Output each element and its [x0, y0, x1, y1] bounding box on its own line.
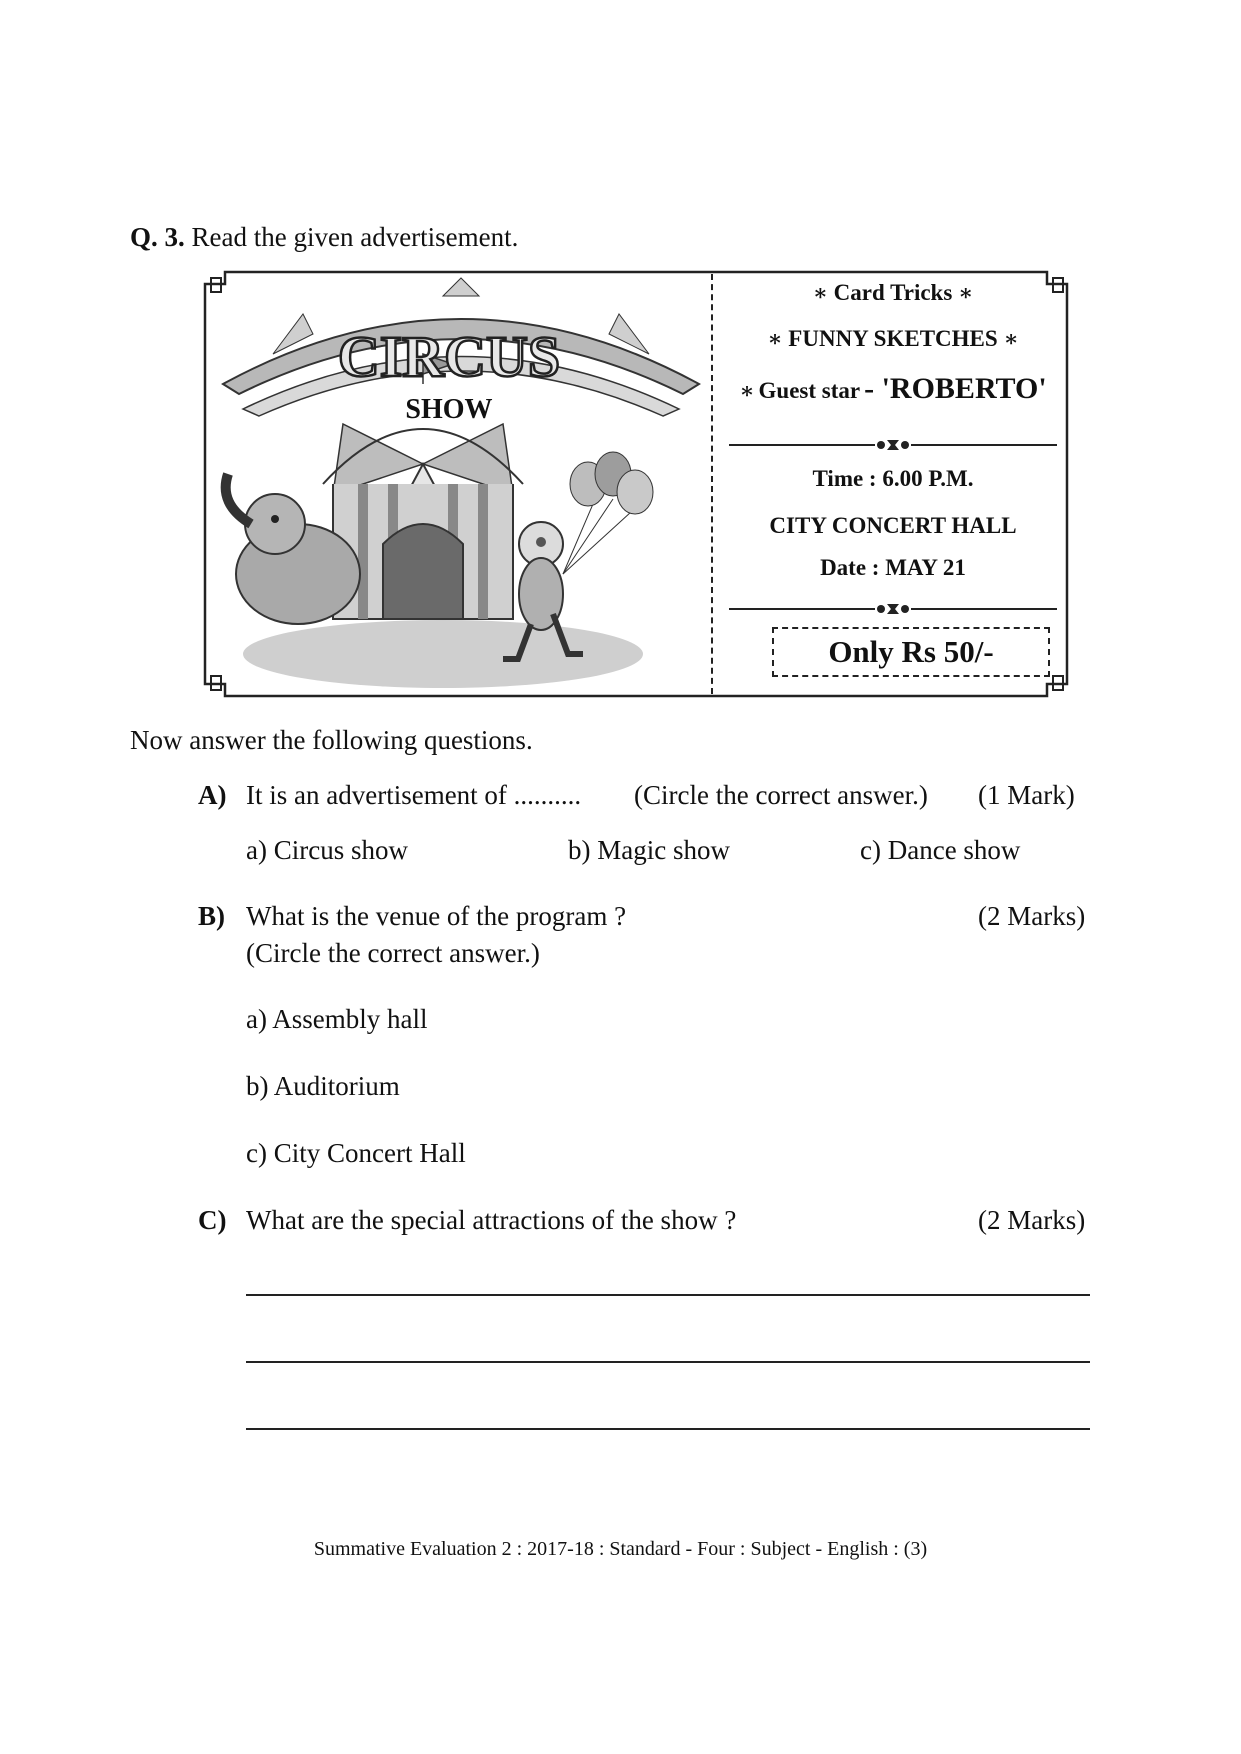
ticket-price: Only Rs 50/-: [772, 627, 1050, 677]
question-c-marks: (2 Marks): [978, 1205, 1086, 1235]
question-instruction: Read the given advertisement.: [191, 222, 519, 252]
question-a-text: It is an advertisement of ..........: [246, 780, 582, 810]
question-c-text: What are the special attractions of the show ?: [246, 1205, 737, 1235]
show-venue: CITY CONCERT HALL: [769, 513, 1017, 538]
circus-title: CIRCUS: [337, 324, 561, 389]
guest-label: Guest star: [758, 378, 861, 403]
question-a-option-c[interactable]: c) Dance show: [860, 835, 1021, 865]
question-a-instruction: (Circle the correct answer.): [634, 780, 928, 810]
question-b-instruction: (Circle the correct answer.): [246, 938, 540, 968]
highlight-card-tricks: ∗ Card Tricks ∗: [812, 280, 974, 305]
answer-line[interactable]: [246, 1294, 1090, 1296]
star-icon: ∗: [767, 326, 783, 351]
question-b-text: What is the venue of the program ?: [246, 901, 627, 931]
ornament-divider-top: [715, 438, 1073, 452]
question-b-option-b[interactable]: b) Auditorium: [246, 1071, 400, 1101]
question-a-label: A): [198, 780, 227, 810]
question-header: [130, 222, 518, 253]
question-b-marks: (2 Marks): [978, 901, 1086, 931]
question-c-label: C): [198, 1205, 227, 1235]
ticket-details: [715, 270, 1071, 698]
guest-name: - 'ROBERTO': [864, 372, 1047, 405]
answer-prompt: Now answer the following questions.: [130, 725, 533, 755]
question-b-option-c[interactable]: c) City Concert Hall: [246, 1138, 466, 1168]
answer-line[interactable]: [246, 1361, 1090, 1363]
circus-subtitle: SHOW: [405, 394, 493, 425]
question-a-option-b[interactable]: b) Magic show: [568, 835, 730, 865]
ornament-divider-bottom: [715, 602, 1073, 616]
page-footer: Summative Evaluation 2 : 2017-18 : Standard - Four : Subject - English : (3): [313, 1538, 928, 1560]
highlight-funny-sketches: ∗ FUNNY SKETCHES ∗: [767, 326, 1019, 351]
question-number: Q. 3.: [130, 222, 185, 252]
star-icon: ∗: [739, 378, 755, 403]
circus-advertisement: [203, 270, 1071, 698]
show-date: Date : MAY 21: [820, 555, 966, 580]
show-time: Time : 6.00 P.M.: [812, 466, 974, 491]
star-icon: ∗: [958, 280, 974, 305]
question-a-option-a[interactable]: a) Circus show: [246, 835, 408, 865]
star-icon: ∗: [1003, 326, 1019, 351]
guest-star: [715, 372, 1071, 406]
ticket-divider: [711, 274, 713, 694]
answer-line[interactable]: [246, 1428, 1090, 1430]
question-b-label: B): [198, 901, 225, 931]
circus-illustration: [213, 274, 709, 692]
question-a-marks: (1 Mark): [978, 780, 1075, 810]
star-icon: ∗: [812, 280, 828, 305]
question-b-option-a[interactable]: a) Assembly hall: [246, 1004, 428, 1034]
